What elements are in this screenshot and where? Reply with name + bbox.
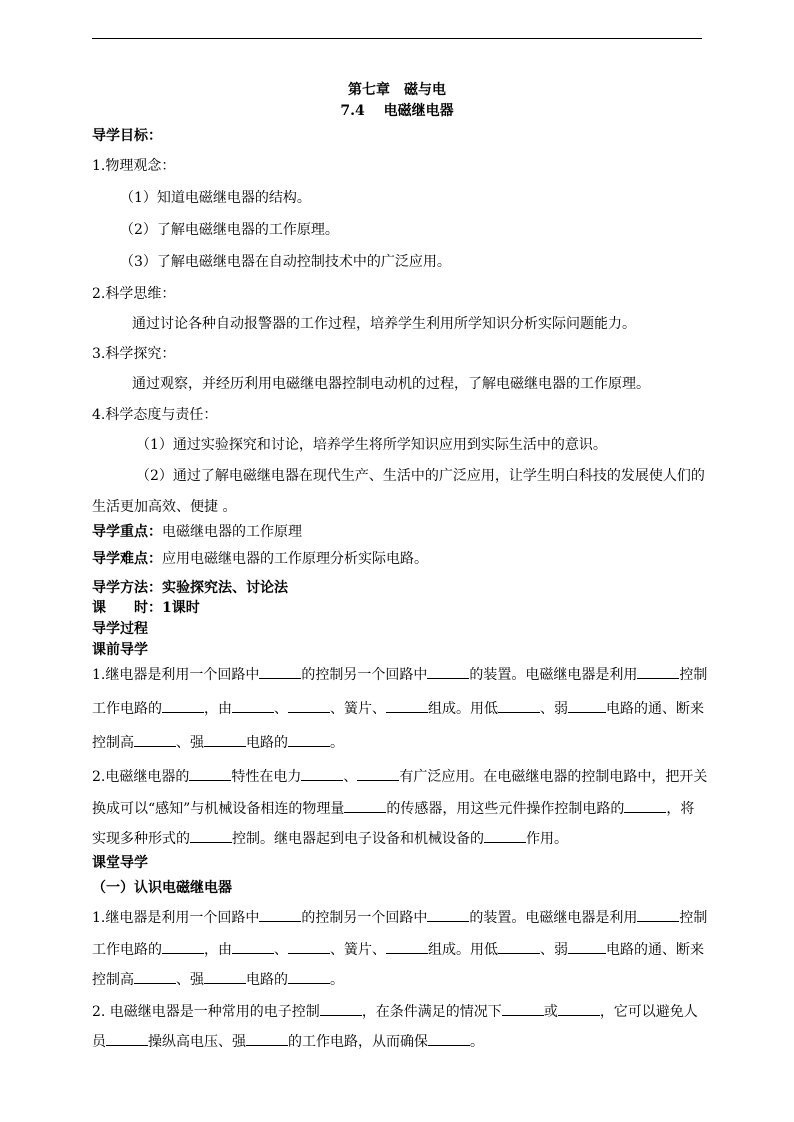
blank (288, 732, 330, 747)
objective-3: 3.科学探究： (92, 346, 176, 362)
difficulty-label: 导学难点： (92, 551, 162, 567)
text: 电路的通、断来 (606, 942, 704, 958)
blank (320, 1001, 362, 1016)
in-q1-line1 (92, 907, 707, 928)
key-point-label: 导学重点： (92, 524, 162, 540)
text: 、弱 (540, 942, 568, 958)
blank (624, 798, 666, 813)
blank (190, 828, 232, 843)
text: 、弱 (540, 701, 568, 717)
objective-1: 1.物理观念： (92, 158, 176, 174)
text: ，由 (204, 701, 232, 717)
blank (232, 939, 274, 954)
text: 或 (543, 1004, 558, 1020)
text: 工作电路的 (92, 701, 162, 717)
pre-class-heading: 课前导学 (92, 642, 148, 658)
objective-2-text: 通过讨论各种自动报警器的工作过程，培养学生利用所学知识分析实际问题能力。 (132, 316, 636, 332)
blank (189, 766, 231, 781)
blank (484, 828, 526, 843)
blank (134, 969, 176, 984)
text: 。 (330, 735, 344, 751)
period-label: 课 时： (92, 600, 162, 616)
blank (134, 732, 176, 747)
blank (498, 939, 540, 954)
blank (204, 732, 246, 747)
text: 实现多种形式的 (92, 831, 190, 847)
text: 电路的 (246, 972, 288, 988)
text: 、簧片、 (330, 942, 386, 958)
text: 。 (330, 972, 344, 988)
process-heading: 导学过程 (92, 621, 148, 637)
blank (386, 939, 428, 954)
blank (259, 664, 301, 679)
text: ，在条件满足的情况下 (361, 1004, 502, 1020)
blank (301, 766, 343, 781)
text: 电路的通、断来 (606, 701, 704, 717)
blank (637, 907, 679, 922)
blank (498, 698, 540, 713)
text: 、簧片、 (330, 701, 386, 717)
text: 控制高 (92, 972, 134, 988)
objectives-heading: 导学目标： (92, 128, 162, 144)
text: ，由 (204, 942, 232, 958)
objective-1-2: （2）了解电磁继电器的工作原理。 (120, 222, 339, 238)
blank (568, 939, 606, 954)
pre-q2-line3 (92, 828, 568, 849)
difficulty-text: 应用电磁继电器的工作原理分析实际电路。 (162, 551, 428, 567)
section-title: 7.4 电磁继电器 (340, 103, 454, 119)
blank (288, 969, 330, 984)
blank (288, 698, 330, 713)
period-value: 1课时 (162, 600, 200, 616)
blank (428, 1031, 470, 1046)
text: 的控制另一个回路中 (301, 667, 428, 683)
text: 组成。用低 (428, 942, 498, 958)
text: 、 (343, 769, 358, 785)
blank (344, 798, 386, 813)
key-point (92, 522, 302, 542)
blank (427, 907, 469, 922)
text: 的工作电路，从而确保 (288, 1034, 428, 1050)
objective-1-3: （3）了解电磁继电器在自动控制技术中的广泛应用。 (120, 254, 451, 270)
pre-q2-line1 (92, 766, 707, 787)
blank (162, 698, 204, 713)
text: 控制 (679, 910, 708, 926)
text: 1.继电器是利用一个回路中 (92, 910, 260, 926)
difficulty (92, 549, 428, 569)
text: 有广泛应用。在电磁继电器的控制电路中，把开关 (399, 769, 708, 785)
in-class-heading: 课堂导学 (92, 855, 148, 871)
text: 换成可以“感知”与机械设备相连的物理量 (92, 801, 345, 817)
text: 。 (470, 1034, 484, 1050)
text: 、 (274, 701, 288, 717)
objective-1-1: （1）知道电磁继电器的结构。 (120, 190, 311, 206)
blank (162, 939, 204, 954)
text: 控制高 (92, 735, 134, 751)
in-q1-line3 (92, 969, 344, 990)
text: 、强 (176, 972, 204, 988)
text: 、 (274, 942, 288, 958)
blank (427, 664, 469, 679)
text: 控制。继电器起到电子设备和机械设备的 (232, 831, 484, 847)
blank (386, 698, 428, 713)
pre-q1-line1 (92, 664, 707, 685)
text: 特性在电力 (231, 769, 302, 785)
blank (232, 698, 274, 713)
text: 工作电路的 (92, 942, 162, 958)
objective-4-2-a: （2）通过了解电磁继电器在现代生产、生活中的广泛应用，让学生明白科技的发展使人们的 (136, 468, 705, 484)
text: 2.电磁继电器的 (92, 769, 190, 785)
objective-4: 4.科学态度与责任： (92, 407, 218, 423)
in-q1-line2 (92, 939, 704, 960)
text: 的传感器，用这些元件操作控制电路的 (386, 801, 625, 817)
blank (106, 1031, 148, 1046)
in-class-subsection: （一）认识电磁继电器 (92, 880, 232, 896)
chapter-title: 第七章 磁与电 (348, 82, 446, 98)
text: 电路的 (246, 735, 288, 751)
blank (637, 664, 679, 679)
pre-q1-line3 (92, 732, 344, 753)
text: ，将 (666, 801, 695, 817)
text: 操纵高电压、强 (148, 1034, 246, 1050)
key-point-text: 电磁继电器的工作原理 (162, 524, 302, 540)
pre-q2-line2 (92, 798, 694, 819)
method: 导学方法：实验探究法、讨论法 (92, 580, 288, 596)
in-q2-line2 (92, 1031, 484, 1052)
text: 员 (92, 1034, 106, 1050)
text: 的装置。电磁继电器是利用 (469, 667, 638, 683)
blank (357, 766, 399, 781)
pre-q1-line2 (92, 698, 704, 719)
in-q2-line1 (92, 1001, 698, 1022)
blank (288, 939, 330, 954)
text: 的装置。电磁继电器是利用 (469, 910, 638, 926)
text: 2. 电磁继电器是一种常用的电子控制 (92, 1004, 320, 1020)
header-rule (92, 38, 702, 39)
text: 控制 (679, 667, 708, 683)
objective-3-text: 通过观察，并经历利用电磁继电器控制电动机的过程，了解电磁继电器的工作原理。 (132, 376, 650, 392)
text: 作用。 (526, 831, 568, 847)
text: 组成。用低 (428, 701, 498, 717)
blank (259, 907, 301, 922)
objective-2: 2.科学思维： (92, 286, 176, 302)
blank (568, 698, 606, 713)
text: 1.继电器是利用一个回路中 (92, 667, 260, 683)
objective-4-1: （1）通过实验探究和讨论，培养学生将所学知识应用到实际生活中的意识。 (136, 437, 607, 453)
text: 、强 (176, 735, 204, 751)
text: 的控制另一个回路中 (301, 910, 428, 926)
blank (558, 1001, 600, 1016)
objective-4-2-b: 生活更加高效、便捷 。 (92, 499, 237, 515)
period (92, 598, 200, 618)
blank (502, 1001, 544, 1016)
blank (246, 1031, 288, 1046)
blank (204, 969, 246, 984)
text: ，它可以避免人 (599, 1004, 698, 1020)
